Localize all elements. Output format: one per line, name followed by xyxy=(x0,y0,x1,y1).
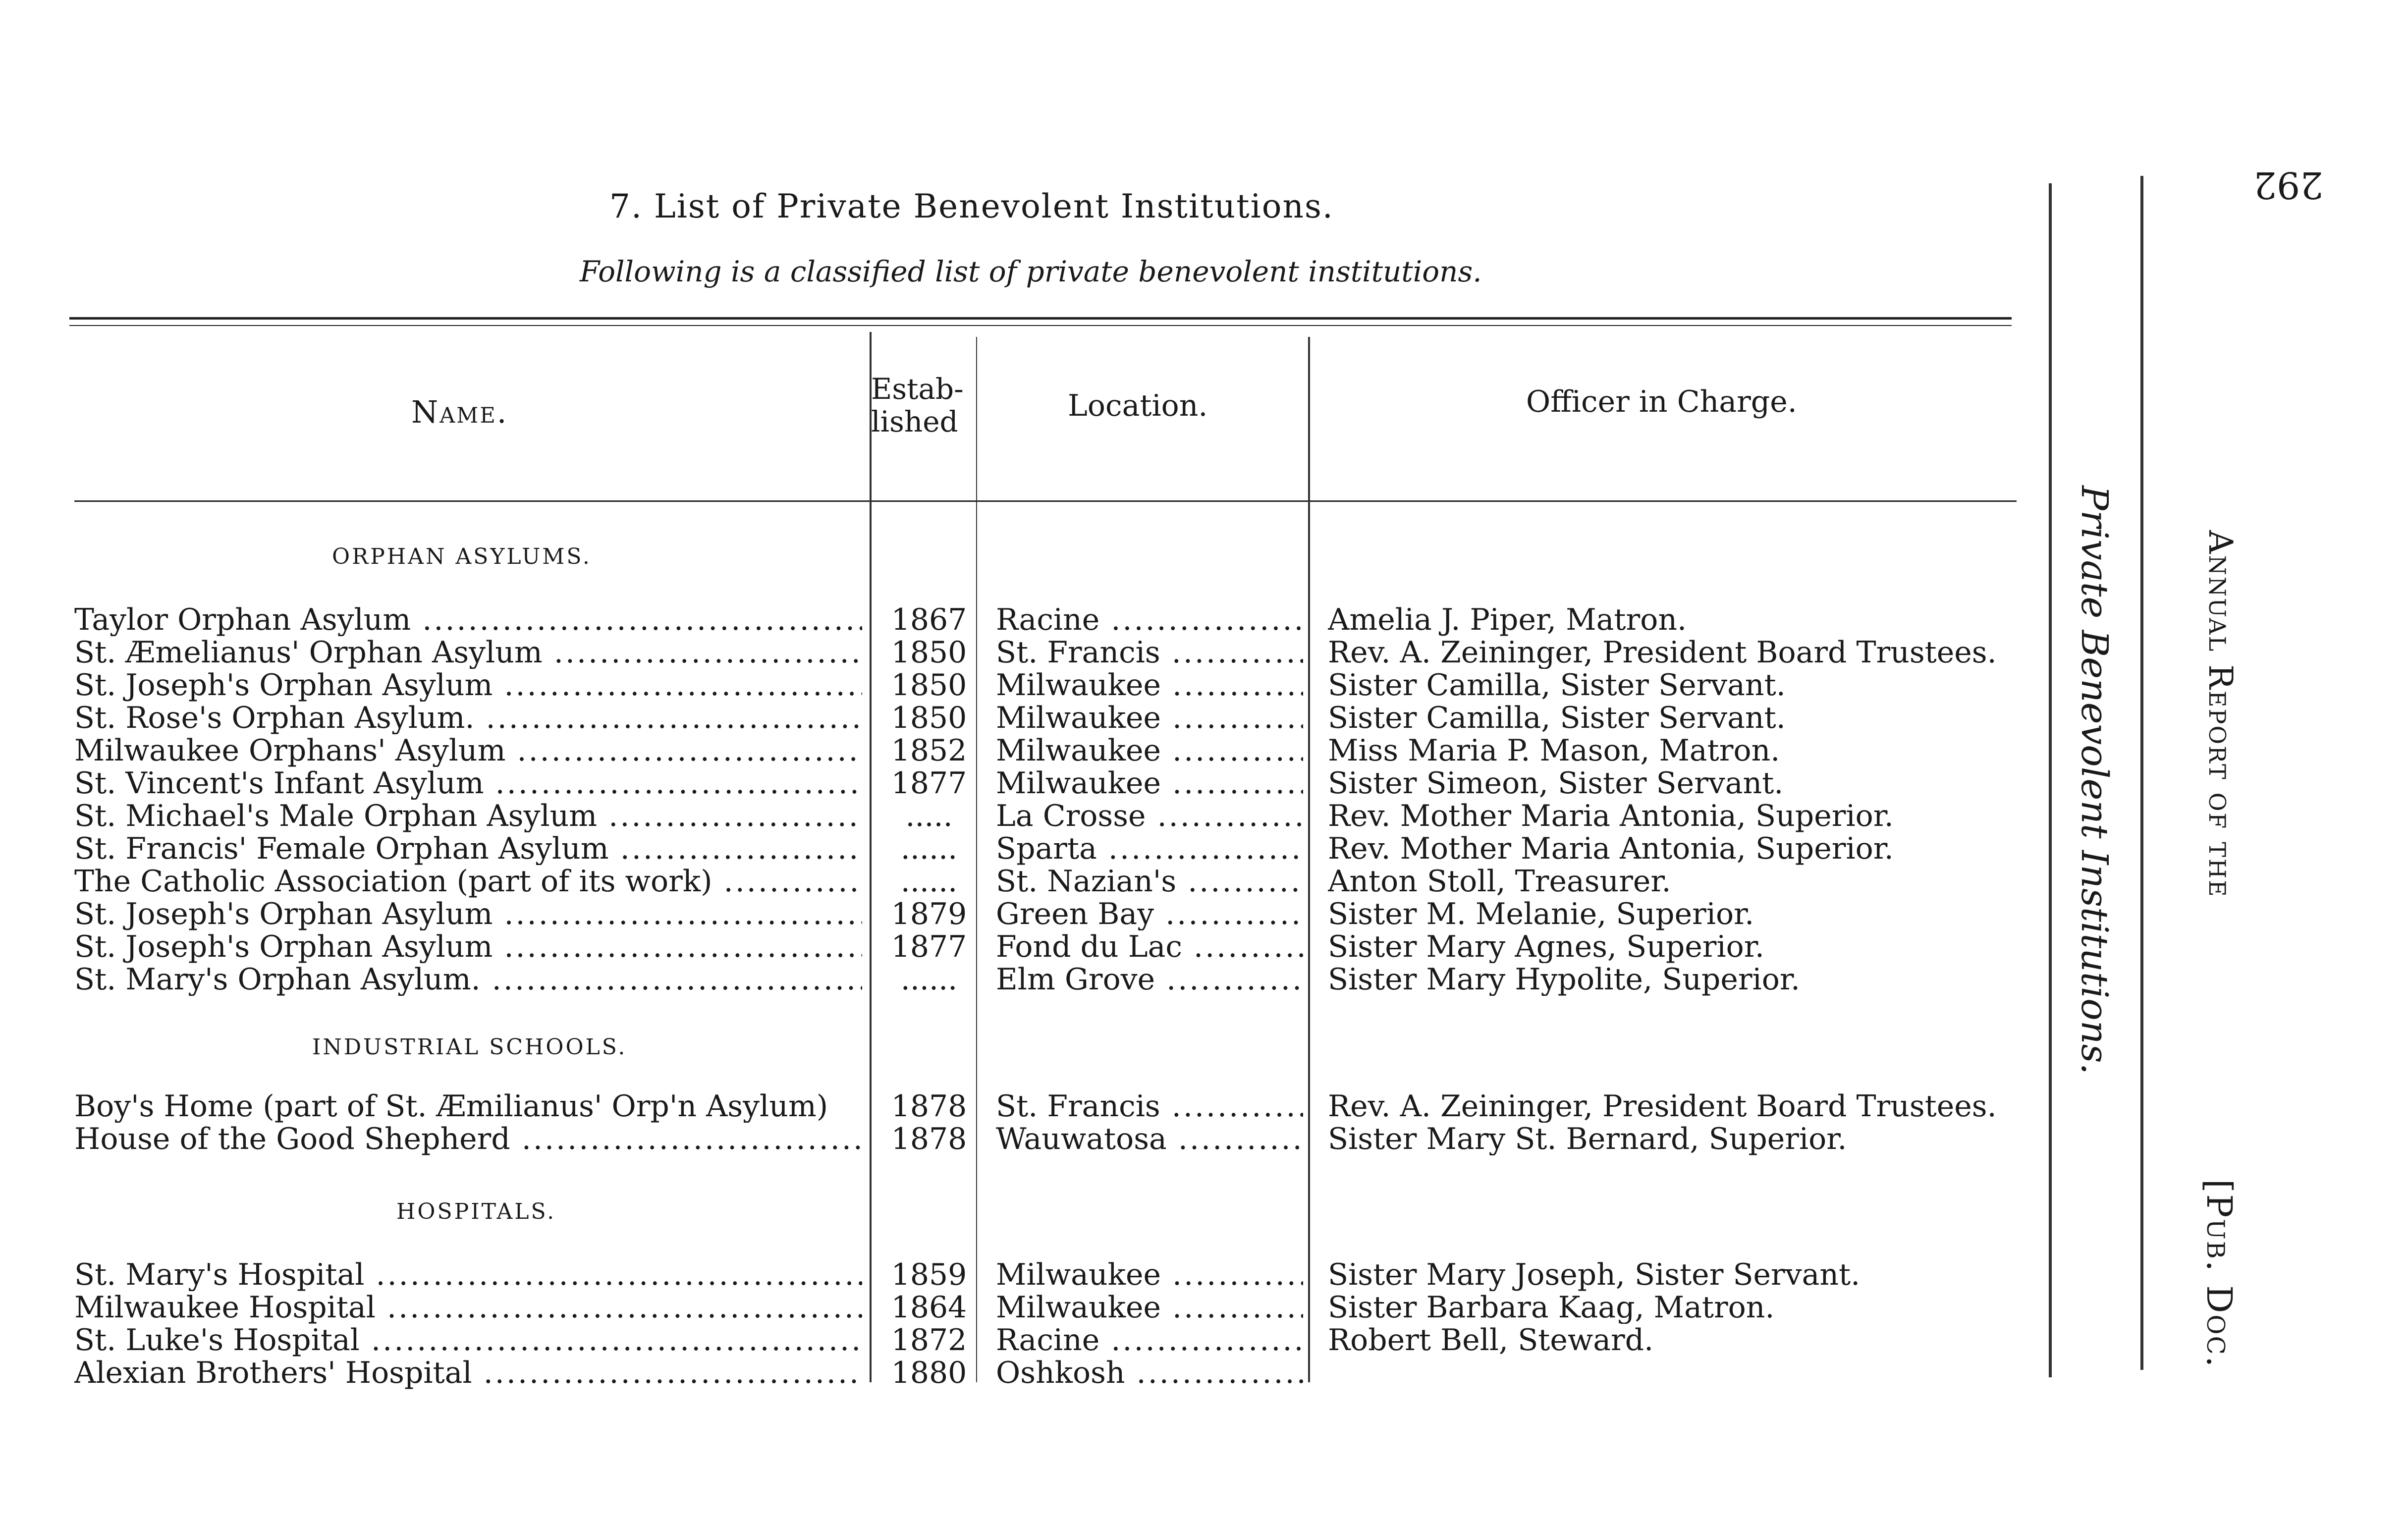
location: Wauwatosa ..... xyxy=(996,1123,1303,1155)
location: Fond du Lac ..... xyxy=(996,930,1303,963)
year-established: 1859 xyxy=(891,1258,967,1291)
table-row xyxy=(0,963,2031,996)
header-name: Name. xyxy=(411,394,508,430)
year-established: 1878 xyxy=(891,1123,967,1155)
table-row xyxy=(0,1324,2031,1357)
table-row xyxy=(0,1090,2031,1123)
year-established: ...... xyxy=(900,963,958,996)
officer-in-charge: Sister M. Melanie, Superior. xyxy=(1328,898,1754,930)
institution-name: St. Joseph's Orphan Asylum ..... xyxy=(74,669,862,702)
officer-in-charge: Sister Barbara Kaag, Matron. xyxy=(1328,1291,1775,1324)
officer-in-charge: Amelia J. Piper, Matron. xyxy=(1328,603,1687,636)
institution-name: St. Francis' Female Orphan Asylum ..... xyxy=(74,832,862,865)
institution-name: Taylor Orphan Asylum ..... xyxy=(74,603,862,636)
location: Milwaukee ..... xyxy=(996,1291,1303,1324)
header-established-line2: lished xyxy=(871,405,958,438)
officer-in-charge: Rev. A. Zeininger, President Board Trustees. xyxy=(1328,636,1997,669)
table-row xyxy=(0,1123,2031,1155)
institution-name: St. Luke's Hospital ..... xyxy=(74,1324,862,1357)
year-established: 1872 xyxy=(891,1324,967,1357)
officer-in-charge: Rev. A. Zeininger, President Board Trustees. xyxy=(1328,1090,1997,1123)
table-row xyxy=(0,800,2031,832)
doc-label: [Pub. Doc. xyxy=(2199,1179,2240,1369)
location: Sparta ..... xyxy=(996,832,1303,865)
margin-rule-inner xyxy=(2049,183,2052,1377)
institution-name: St. Rose's Orphan Asylum. ..... xyxy=(74,702,862,734)
year-established: 1878 xyxy=(891,1090,967,1123)
table-row xyxy=(0,636,2031,669)
year-established: 1850 xyxy=(891,702,967,734)
table-row xyxy=(0,1357,2031,1389)
header-established xyxy=(871,373,964,438)
margin-rule-outer xyxy=(2140,176,2143,1370)
year-established: 1852 xyxy=(891,734,967,767)
officer-in-charge: Anton Stoll, Treasurer. xyxy=(1328,865,1671,898)
location: La Crosse ..... xyxy=(996,800,1303,832)
institution-name: House of the Good Shepherd ..... xyxy=(74,1123,862,1155)
officer-in-charge: Sister Mary Agnes, Superior. xyxy=(1328,930,1764,963)
page-number: 292 xyxy=(2253,163,2324,206)
table-row xyxy=(0,603,2031,636)
officer-in-charge: Robert Bell, Steward. xyxy=(1328,1324,1654,1357)
year-established: ...... xyxy=(900,865,958,898)
location: Milwaukee ..... xyxy=(996,734,1303,767)
page-title: 7. List of Private Benevolent Institutions. xyxy=(609,187,1334,225)
header-established-line1: Estab- xyxy=(871,372,964,406)
header-location: Location. xyxy=(1068,388,1208,423)
location: Racine ..... xyxy=(996,603,1303,636)
table-row xyxy=(0,734,2031,767)
officer-in-charge: Sister Mary St. Bernard, Superior. xyxy=(1328,1123,1847,1155)
year-established: 1850 xyxy=(891,669,967,702)
institution-name: Milwaukee Hospital ..... xyxy=(74,1291,862,1324)
location: St. Nazian's ..... xyxy=(996,865,1303,898)
officer-in-charge: Miss Maria P. Mason, Matron. xyxy=(1328,734,1780,767)
institution-name: St. Vincent's Infant Asylum ..... xyxy=(74,767,862,800)
location: St. Francis ..... xyxy=(996,1090,1303,1123)
year-established: 1877 xyxy=(891,930,967,963)
table-row xyxy=(0,702,2031,734)
table-row xyxy=(0,898,2031,930)
institution-name: St. Æmelianus' Orphan Asylum ..... xyxy=(74,636,862,669)
institution-name: St. Joseph's Orphan Asylum ..... xyxy=(74,898,862,930)
institution-name: Boy's Home (part of St. Æmilianus' Orp'n Asylum) xyxy=(74,1090,828,1123)
location: Elm Grove ..... xyxy=(996,963,1303,996)
officer-in-charge: Sister Mary Hypolite, Superior. xyxy=(1328,963,1801,996)
location: Racine ..... xyxy=(996,1324,1303,1357)
officer-in-charge: Sister Simeon, Sister Servant. xyxy=(1328,767,1784,800)
year-established: 1877 xyxy=(891,767,967,800)
year-established: 1864 xyxy=(891,1291,967,1324)
location: Oshkosh ..... xyxy=(996,1357,1303,1389)
header-top-rule xyxy=(69,317,2012,320)
location: Milwaukee ..... xyxy=(996,767,1303,800)
institution-name: St. Michael's Male Orphan Asylum ..... xyxy=(74,800,862,832)
side-title: Private Benevolent Institutions. xyxy=(2073,486,2116,1075)
header-officer: Officer in Charge. xyxy=(1526,384,1797,419)
officer-in-charge: Sister Mary Joseph, Sister Servant. xyxy=(1328,1258,1861,1291)
year-established: 1850 xyxy=(891,636,967,669)
section-heading-orphan-asylums: ORPHAN ASYLUMS. xyxy=(332,544,592,569)
institution-name: Milwaukee Orphans' Asylum ..... xyxy=(74,734,862,767)
year-established: 1867 xyxy=(891,603,967,636)
section-heading-industrial-schools: INDUSTRIAL SCHOOLS. xyxy=(312,1034,627,1060)
location: St. Francis ..... xyxy=(996,636,1303,669)
running-head: Annual Report of the xyxy=(2201,530,2240,898)
institution-name: The Catholic Association (part of its work) ..... xyxy=(74,865,862,898)
table-row xyxy=(0,1258,2031,1291)
table-row xyxy=(0,930,2031,963)
institution-name: Alexian Brothers' Hospital ..... xyxy=(74,1357,862,1389)
table-row xyxy=(0,1291,2031,1324)
location: Milwaukee ..... xyxy=(996,1258,1303,1291)
location: Milwaukee ..... xyxy=(996,702,1303,734)
page-subtitle: Following is a classified list of private benevolent institutions. xyxy=(580,255,1482,288)
header-top-rule-thin xyxy=(69,325,2012,326)
header-bottom-rule xyxy=(74,500,2017,502)
location: Green Bay ..... xyxy=(996,898,1303,930)
institution-name: St. Mary's Orphan Asylum. ..... xyxy=(74,963,862,996)
officer-in-charge: Sister Camilla, Sister Servant. xyxy=(1328,669,1786,702)
section-heading-hospitals: HOSPITALS. xyxy=(396,1199,556,1224)
institution-name: St. Mary's Hospital ..... xyxy=(74,1258,862,1291)
year-established: 1880 xyxy=(891,1357,967,1389)
year-established: 1879 xyxy=(891,898,967,930)
table-row xyxy=(0,669,2031,702)
year-established: ...... xyxy=(900,832,958,865)
table-row xyxy=(0,865,2031,898)
location: Milwaukee ..... xyxy=(996,669,1303,702)
table-row xyxy=(0,832,2031,865)
officer-in-charge: Rev. Mother Maria Antonia, Superior. xyxy=(1328,800,1894,832)
officer-in-charge: Rev. Mother Maria Antonia, Superior. xyxy=(1328,832,1894,865)
table-row xyxy=(0,767,2031,800)
year-established: ..... xyxy=(905,800,953,832)
institution-name: St. Joseph's Orphan Asylum ..... xyxy=(74,930,862,963)
officer-in-charge: Sister Camilla, Sister Servant. xyxy=(1328,702,1786,734)
